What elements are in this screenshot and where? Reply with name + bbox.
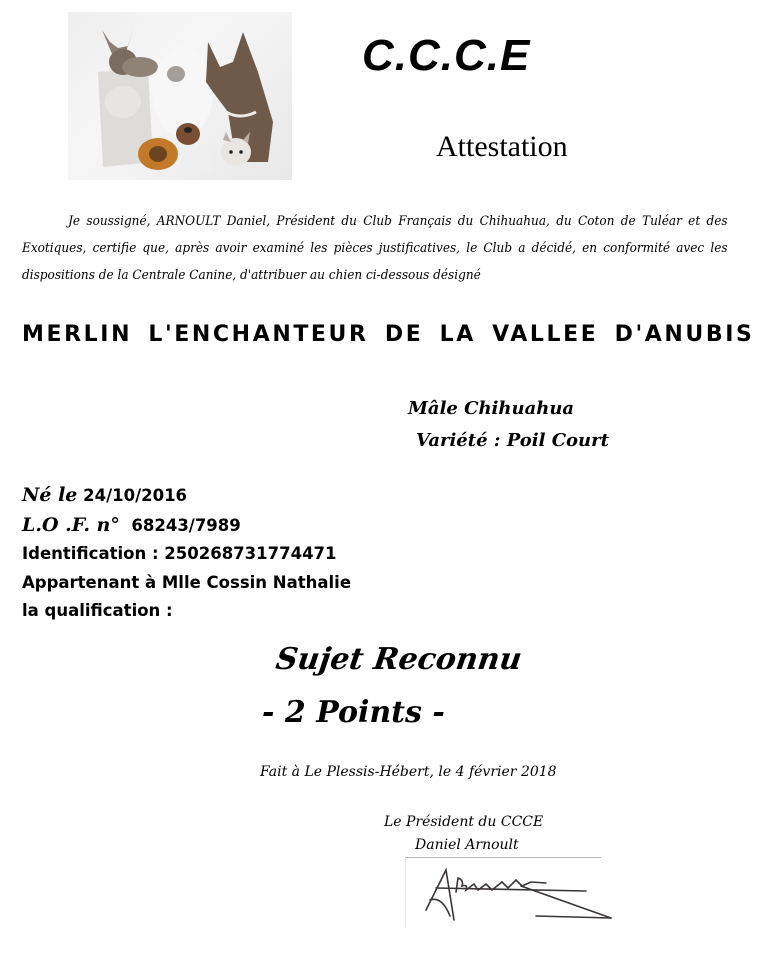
owner-label: Appartenant à xyxy=(22,572,157,592)
place-and-date: Fait à Le Plessis-Hébert, le 4 février 2018 xyxy=(260,764,557,780)
qualification-points: - 2 Points - xyxy=(262,695,445,730)
birth-date: 24/10/2016 xyxy=(83,486,188,505)
sex-breed: Mâle Chihuahua xyxy=(408,398,575,419)
owner-row xyxy=(22,569,351,598)
owner-name: Mlle Cossin Nathalie xyxy=(161,572,352,592)
identification-row xyxy=(22,540,351,569)
lof-row xyxy=(22,511,351,541)
logo-image xyxy=(68,12,292,180)
signature-icon xyxy=(406,858,626,928)
identification-number: 250268731774471 xyxy=(164,544,337,563)
signatory-name: Daniel Arnoult xyxy=(415,837,519,853)
birth-label: Né le xyxy=(22,484,78,506)
organization-title: C.C.C.E xyxy=(362,31,531,80)
signatory-role: Le Président du CCCE xyxy=(384,814,544,830)
variety-label: Variété : xyxy=(416,430,501,451)
signature-box xyxy=(405,857,601,928)
lof-label: L.O .F. n° xyxy=(22,513,120,536)
dog-name: MERLIN L'ENCHANTEUR DE LA VALLEE D'ANUBIS xyxy=(22,322,755,347)
birth-row xyxy=(22,481,351,511)
certification-statement: Je soussigné, ARNOULT Daniel, Président du Club Français du Chihuahua, du Coton de Tuléar et des Exotiques, certifie que, après avoir examiné les pièces justificatives, le Club a décidé, en conformité avec les dispositions de la Centrale Canine, d'attribuer au chien ci-dessous désigné xyxy=(22,213,728,282)
qualification-title: Sujet Reconnu xyxy=(273,642,524,677)
document-title: Attestation xyxy=(436,130,568,163)
lof-number: 68243/7989 xyxy=(131,515,241,535)
dogs-illustration-icon xyxy=(68,12,292,180)
variety xyxy=(416,432,609,450)
qualification-label-row xyxy=(22,597,351,626)
identification-label: Identification : xyxy=(22,544,159,563)
dog-details xyxy=(22,481,351,626)
variety-value: Poil Court xyxy=(506,430,609,451)
qualification-label: la qualification : xyxy=(22,601,173,620)
